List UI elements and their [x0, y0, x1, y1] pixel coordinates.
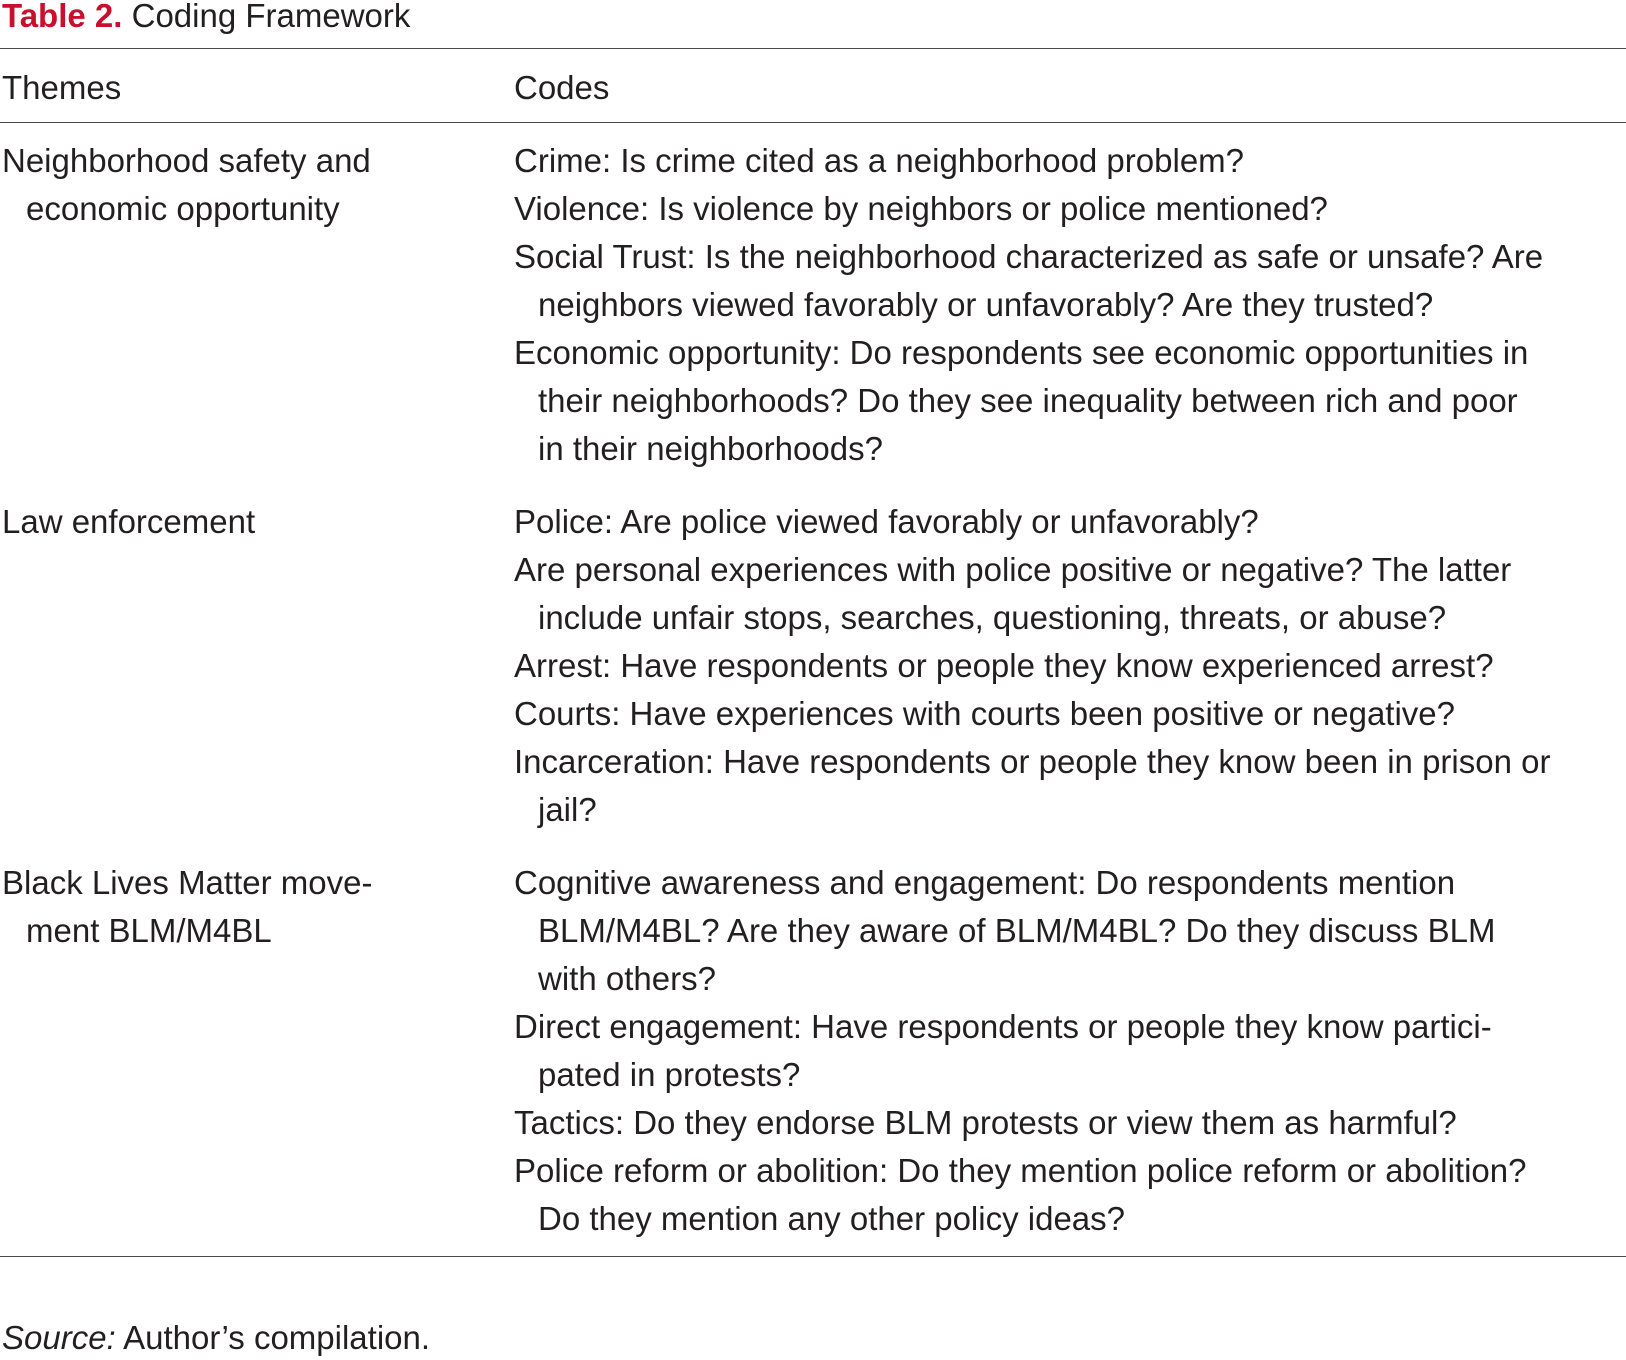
column-header-themes: Themes	[2, 69, 122, 106]
code-line: Are personal experiences with police positive or negative? The latter	[514, 551, 1512, 588]
code-line: pated in protests?	[538, 1056, 801, 1093]
theme-line: Neighborhood safety and	[2, 142, 371, 179]
code-line: include unfair stops, searches, questioning, threats, or abuse?	[538, 599, 1447, 636]
code-item	[514, 498, 1624, 546]
code-item	[514, 738, 1624, 834]
table-label: Table 2.	[2, 0, 123, 34]
code-line: Social Trust: Is the neighborhood characterized as safe or unsafe? Are	[514, 238, 1544, 275]
code-line: Police reform or abolition: Do they mention police reform or abolition?	[514, 1152, 1527, 1189]
code-line: their neighborhoods? Do they see inequality between rich and poor	[538, 382, 1518, 419]
code-item	[514, 1147, 1624, 1243]
code-item	[514, 233, 1624, 329]
code-item	[514, 185, 1624, 233]
code-line: neighbors viewed favorably or unfavorably? Are they trusted?	[538, 286, 1434, 323]
theme-line: economic opportunity	[26, 190, 340, 227]
theme-cell	[2, 859, 462, 955]
code-line: Tactics: Do they endorse BLM protests or view them as harmful?	[514, 1104, 1457, 1141]
codes-cell	[514, 137, 1624, 473]
theme-line: Law enforcement	[2, 503, 256, 540]
code-line: Police: Are police viewed favorably or unfavorably?	[514, 503, 1259, 540]
code-item	[514, 690, 1624, 738]
code-item	[514, 642, 1624, 690]
code-item	[514, 1003, 1624, 1099]
table-title: Coding Framework	[131, 0, 411, 34]
theme-line: ment BLM/M4BL	[26, 912, 272, 949]
code-item	[514, 859, 1624, 1003]
code-line: BLM/M4BL? Are they aware of BLM/M4BL? Do they discuss BLM	[538, 912, 1496, 949]
code-item	[514, 1099, 1624, 1147]
codes-cell	[514, 859, 1624, 1243]
codes-cell	[514, 498, 1624, 834]
table-caption	[2, 0, 410, 36]
code-line: jail?	[538, 791, 597, 828]
code-item	[514, 329, 1624, 473]
code-line: Incarceration: Have respondents or people they know been in prison or	[514, 743, 1551, 780]
code-line: Direct engagement: Have respondents or people they know partici-	[514, 1008, 1492, 1045]
bottom-rule	[0, 1256, 1626, 1257]
code-line: with others?	[538, 960, 716, 997]
header-rule	[0, 122, 1626, 123]
code-line: Cognitive awareness and engagement: Do respondents mention	[514, 864, 1456, 901]
theme-line: Black Lives Matter move-	[2, 864, 373, 901]
code-line: in their neighborhoods?	[538, 430, 883, 467]
code-item	[514, 546, 1624, 642]
code-line: Courts: Have experiences with courts been positive or negative?	[514, 695, 1455, 732]
top-rule	[0, 48, 1626, 49]
theme-cell	[2, 137, 462, 233]
code-line: Crime: Is crime cited as a neighborhood problem?	[514, 142, 1245, 179]
code-line: Arrest: Have respondents or people they know experienced arrest?	[514, 647, 1494, 684]
column-header-codes: Codes	[514, 69, 610, 106]
code-line: Do they mention any other policy ideas?	[538, 1200, 1126, 1237]
source-label: Source:	[2, 1319, 116, 1356]
source-text: Author’s compilation.	[115, 1319, 431, 1356]
code-line: Economic opportunity: Do respondents see economic opportunities in	[514, 334, 1529, 371]
code-line: Violence: Is violence by neighbors or police mentioned?	[514, 190, 1328, 227]
code-item	[514, 137, 1624, 185]
theme-cell	[2, 498, 462, 546]
source-note	[2, 1316, 430, 1360]
